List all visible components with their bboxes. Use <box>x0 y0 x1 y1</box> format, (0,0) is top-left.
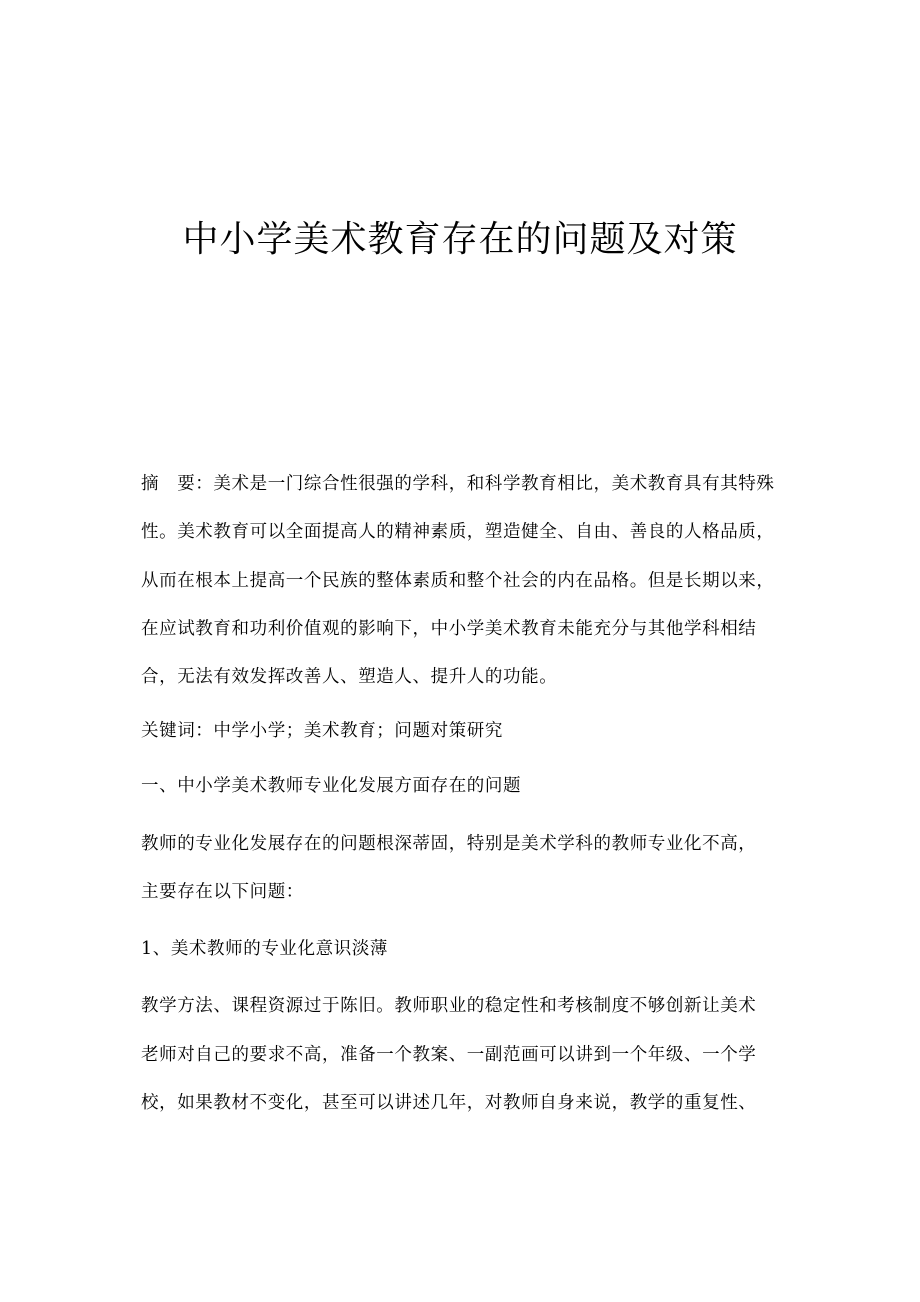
subsection-1-line-3: 校，如果教材不变化，甚至可以讲述几年，对教师自身来说，教学的重复性、 <box>141 1093 757 1113</box>
document-title: 中小学美术教育存在的问题及对策 <box>182 219 738 260</box>
subsection-1-line-2: 老师对自己的要求不高，准备一个教案、一副范画可以讲到一个年级、一个学 <box>141 1045 757 1065</box>
abstract-line-2: 性。美术教育可以全面提高人的精神素质，塑造健全、自由、善良的人格品质， <box>141 522 775 542</box>
keywords-line: 关键词：中学小学；美术教育；问题对策研究 <box>141 721 503 741</box>
abstract-line-1: 摘 要：美术是一门综合性很强的学科，和科学教育相比，美术教育具有其特殊 <box>141 474 775 494</box>
subsection-1-heading: 1、美术教师的专业化意识淡薄 <box>141 939 389 959</box>
section-1-intro-line-1: 教师的专业化发展存在的问题根深蒂固，特别是美术学科的教师专业化不高， <box>141 834 757 854</box>
section-1-intro-line-2: 主要存在以下问题： <box>141 882 304 902</box>
section-1-heading: 一、中小学美术教师专业化发展方面存在的问题 <box>141 776 522 796</box>
abstract-line-4: 在应试教育和功利价值观的影响下，中小学美术教育未能充分与其他学科相结 <box>141 619 757 639</box>
subsection-1-line-1: 教学方法、课程资源过于陈旧。教师职业的稳定性和考核制度不够创新让美术 <box>141 996 757 1016</box>
abstract-line-3: 从而在根本上提高一个民族的整体素质和整个社会的内在品格。但是长期以来， <box>141 571 775 591</box>
abstract-line-5: 合，无法有效发挥改善人、塑造人、提升人的功能。 <box>141 667 558 687</box>
